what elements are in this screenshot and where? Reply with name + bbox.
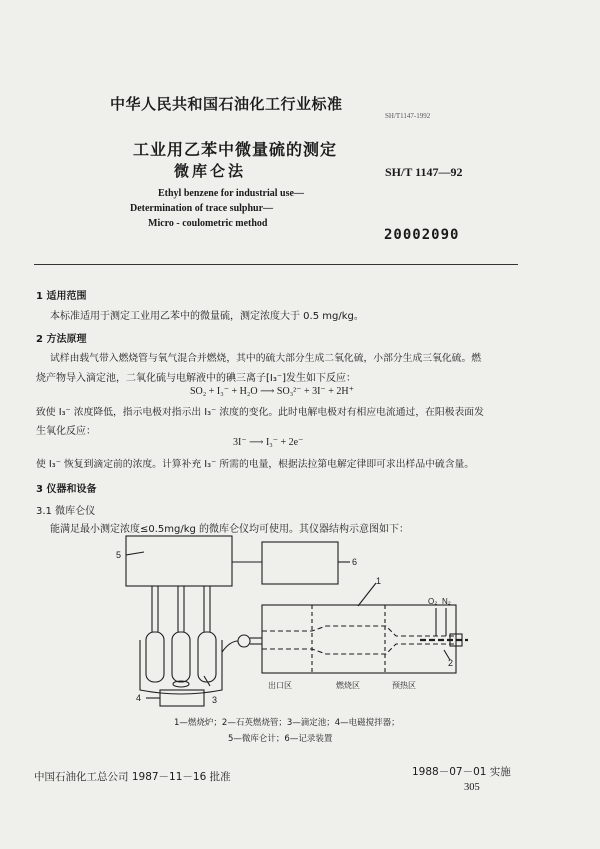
- magnetic-stirrer: [160, 690, 204, 706]
- label-n2: N₂: [442, 597, 451, 606]
- label-o2: O₂: [428, 597, 438, 606]
- english-title-line1: Ethyl benzene for industrial use—: [158, 188, 304, 199]
- recorder-box: [262, 542, 338, 584]
- standard-header: 中华人民共和国石油化工行业标准: [110, 95, 343, 113]
- section-2-para2b: 生氧化反应：: [36, 426, 96, 437]
- label-4: 4: [136, 693, 142, 703]
- label-6: 6: [352, 557, 358, 567]
- quartz-tube-lower: [262, 644, 456, 654]
- equation-2: 3I⁻ ⟶ I₃⁻ + 2e⁻: [233, 437, 304, 448]
- effective-date: 1988－07－01 实施: [412, 766, 511, 778]
- figure-caption-line2: 5—微库仑计；6—记录装置: [228, 734, 333, 744]
- section-3-1-heading: 3.1 微库仑仪: [36, 506, 96, 517]
- archive-stamp: SH/T1147-1992: [385, 112, 431, 120]
- section-2-para1b: 烧产物导入滴定池，二氧化硫与电解液中的碘三离子[I₃⁻]发生如下反应：: [36, 373, 357, 384]
- document-number: 20002090: [384, 227, 460, 243]
- section-2-para1a: 试样由载气带入燃烧管与氧气混合并燃烧，其中的硫大部分生成二氧化硫，小部分生成三氧化硫。燃: [50, 353, 482, 364]
- section-2-para2a: 致使 I₃⁻ 浓度降低，指示电极对指示出 I₃⁻ 浓度的变化。此时电解电极对有相应电流通过，在阳极表面发: [36, 407, 484, 418]
- doc-title-line1: 工业用乙苯中微量硫的测定: [133, 140, 338, 159]
- section-2-heading: 2 方法原理: [36, 334, 87, 345]
- combustion-furnace: [262, 605, 456, 673]
- doc-title-line2: 微库仑法: [174, 162, 247, 180]
- equation-1: SO₂ + I₃⁻ + H₂O ⟶ SO₃²⁻ + 3I⁻ + 2H⁺: [190, 386, 354, 397]
- english-title-line3: Micro - coulometric method: [148, 218, 268, 229]
- standard-code: SH/T 1147—92: [385, 165, 463, 179]
- figure-caption-line1: 1—燃烧炉；2—石英燃烧管；3—滴定池；4—电磁搅拌器；: [174, 718, 400, 728]
- label-3: 3: [212, 695, 218, 705]
- electrode-1: [146, 632, 164, 682]
- electrode-2: [172, 632, 190, 682]
- english-title-line2: Determination of trace sulphur—: [130, 203, 274, 214]
- zone-outlet: 出口区: [268, 681, 292, 690]
- section-1-heading: 1 适用范围: [36, 291, 87, 302]
- zone-preheat: 预热区: [392, 681, 416, 690]
- section-2-para3: 使 I₃⁻ 恢复到滴定前的浓度。计算补充 I₃⁻ 所需的电量，根据法拉第电解定律即可求出样品中硫含量。: [36, 459, 475, 470]
- zone-combustion: 燃烧区: [336, 681, 360, 690]
- section-3-heading: 3 仪器和设备: [36, 484, 97, 495]
- page-number: 305: [464, 782, 480, 793]
- quartz-tube-upper: [262, 626, 456, 636]
- section-1-text: 本标准适用于测定工业用乙苯中的微量硫，测定浓度大于 0.5 mg/kg。: [50, 311, 364, 322]
- label-2: 2: [448, 658, 454, 668]
- section-3-1-text: 能满足最小测定浓度≤0.5mg/kg 的微库仑仪均可使用。其仪器结构示意图如下：: [50, 524, 410, 535]
- microcoulometer-box: [126, 536, 232, 586]
- label-5: 5: [116, 550, 122, 560]
- approval-date: 中国石油化工总公司 1987－11－16 批准: [34, 771, 231, 783]
- label-1: 1: [376, 576, 382, 586]
- electrode-3: [198, 632, 216, 682]
